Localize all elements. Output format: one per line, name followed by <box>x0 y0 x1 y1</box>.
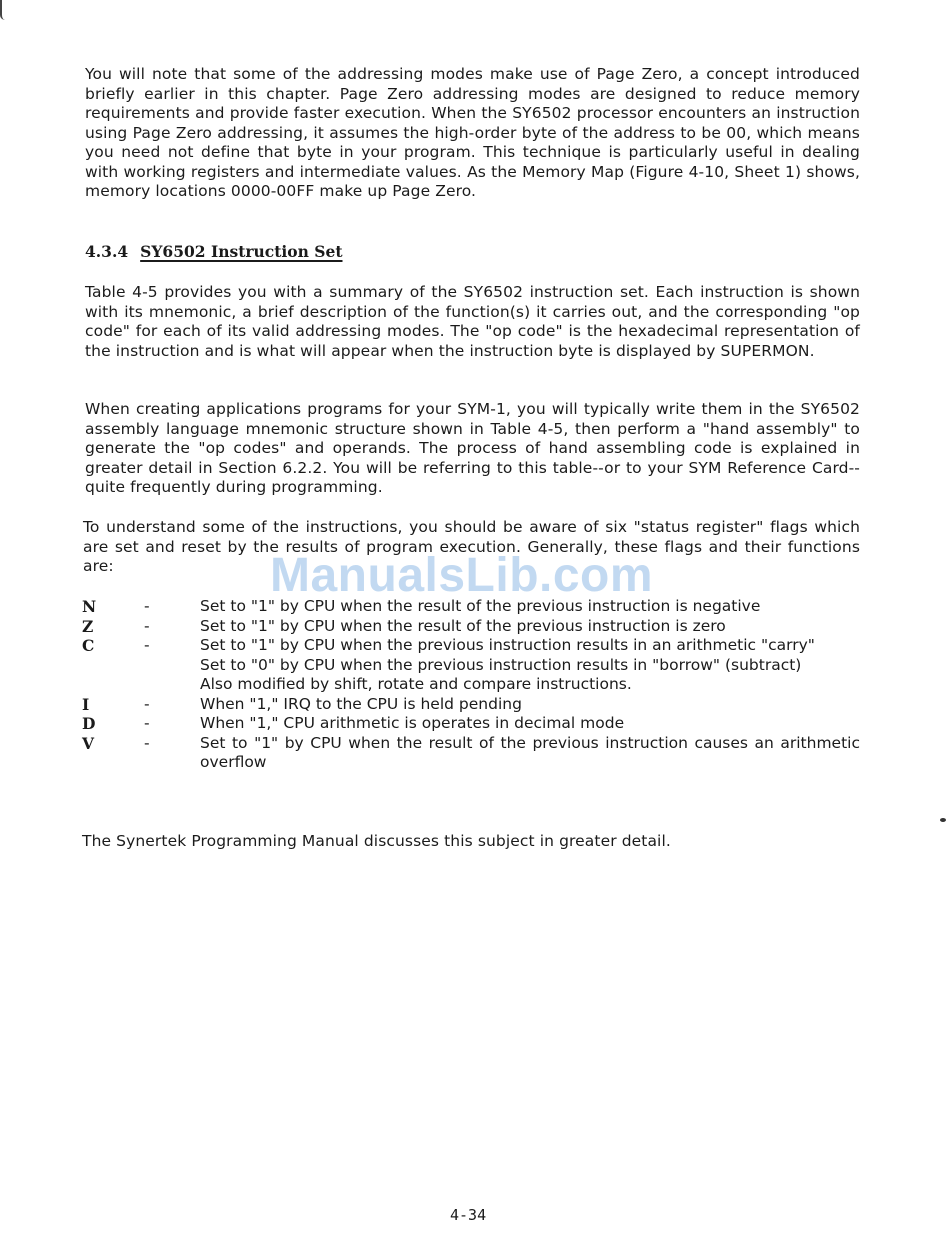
flag-letter: Z <box>82 616 94 636</box>
watermark: ManualsLib.com <box>270 549 654 602</box>
flag-dash: - <box>144 733 150 752</box>
flag-dash: - <box>144 636 150 654</box>
scan-speck <box>940 818 946 822</box>
flag-z <box>82 617 860 637</box>
flag-dash: - <box>144 597 150 615</box>
scan-edge-mark <box>0 0 5 20</box>
status-flag-list <box>82 597 860 773</box>
flag-description <box>200 734 860 773</box>
flag-description-line: Set to "1" by CPU when the result of the previous instruction causes an arithmetic overflow <box>200 733 860 771</box>
flag-dash: - <box>144 714 150 732</box>
flag-description <box>200 714 860 734</box>
flag-description <box>200 695 860 715</box>
flag-description-line: Set to "1" by CPU when the result of the previous instruction is negative <box>200 597 761 615</box>
flag-description-line: Also modified by shift, rotate and compare instructions. <box>200 675 632 693</box>
flag-d <box>82 714 860 734</box>
flag-v <box>82 734 860 773</box>
flag-letter: C <box>82 636 95 655</box>
flag-dash: - <box>144 694 150 713</box>
flag-letter: N <box>82 597 97 616</box>
flag-description-line: When "1," CPU arithmetic is operates in decimal mode <box>200 714 625 732</box>
flag-description-line: When "1," IRQ to the CPU is held pending <box>200 694 522 713</box>
flag-letter: I <box>82 694 90 714</box>
flag-letter: V <box>82 733 95 753</box>
flag-description-line: Set to "0" by CPU when the previous instruction results in "borrow" (subtract) <box>200 655 802 674</box>
flag-c <box>82 636 860 695</box>
section-heading <box>85 242 343 262</box>
paragraph-closing: The Synertek Programming Manual discusses this subject in greater detail. <box>82 832 671 850</box>
section-number: 4.3.4 <box>85 242 129 261</box>
flag-description-line: Set to "1" by CPU when the result of the previous instruction is zero <box>200 616 726 635</box>
paragraph-status-flags-intro: To understand some of the instructions, you should be aware of six "status register" flags which are set and reset by the results of program execution. Generally, these flags and their functions are: <box>83 518 860 575</box>
section-title: SY6502 Instruction Set <box>140 242 343 261</box>
flag-dash: - <box>144 616 150 635</box>
paragraph-page-zero: You will note that some of the addressing modes make use of Page Zero, a concept introduced briefly earlier in this chapter. Page Zero addressing modes are designed to reduce memory requirements and provide faster execution. When the SY6502 processor encounters an instruction using Page Zero addressing, it assumes the high-order byte of the address to be 00, which means you need not define that byte in your program. This technique is particularly useful in dealing with working registers and intermediate values. As the Memory Map (Figure 4-10, Sheet 1) shows, memory locations 0000-00FF make up Page Zero. <box>85 65 860 200</box>
paragraph-instruction-table: Table 4-5 provides you with a summary of the SY6502 instruction set. Each instruction is shown with its mnemonic, a brief description of the function(s) it carries out, and the corresponding "op code" for each of its valid addressing modes. The "op code" is the hexadecimal representation of the instruction and is what will appear when the instruction byte is displayed by SUPERMON. <box>85 283 860 360</box>
flag-description <box>200 636 860 695</box>
flag-i <box>82 695 860 715</box>
flag-description-line: Set to "1" by CPU when the previous instruction results in an arithmetic "carry" <box>200 636 815 654</box>
flag-letter: D <box>82 714 96 733</box>
flag-description <box>200 617 860 637</box>
paragraph-applications-programs: When creating applications programs for your SYM-1, you will typically write them in the SY6502 assembly language mnemonic structure shown in Table 4-5, then perform a "hand assembly" to generate the "op codes" and operands. The process of hand assembling code is explained in greater detail in Section 6.2.2. You will be referring to this table--or to your SYM Reference Card--quite frequently during programming. <box>85 400 860 496</box>
page-number: 4-34 <box>450 1206 487 1224</box>
